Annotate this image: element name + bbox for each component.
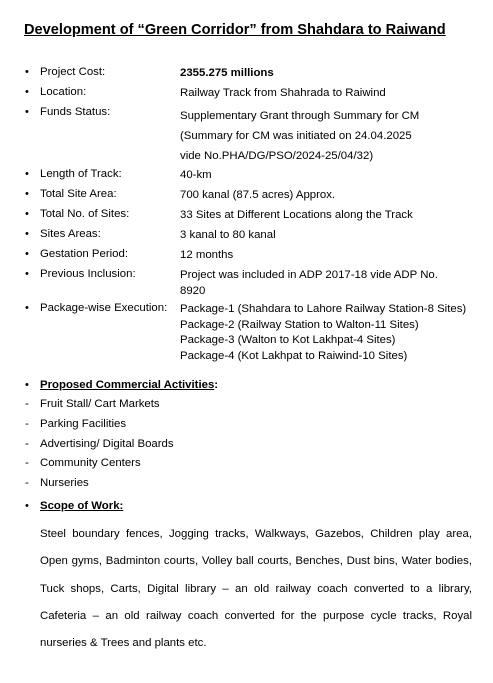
section-heading: [40, 500, 123, 512]
list-item-text: Nurseries: [40, 477, 89, 489]
detail-value: 33 Sites at Different Locations along the Track: [180, 209, 413, 221]
bullet-icon: •: [25, 228, 29, 240]
detail-value: [180, 302, 466, 364]
list-item-text: Community Centers: [40, 457, 141, 469]
dash-marker: -: [25, 438, 29, 450]
detail-label: Previous Inclusion:: [40, 268, 136, 280]
detail-label: Gestation Period:: [40, 248, 129, 260]
detail-label: Sites Areas:: [40, 228, 101, 240]
section-heading-text: Proposed Commercial Activities: [40, 379, 215, 391]
detail-label: Total No. of Sites:: [40, 208, 130, 220]
bullet-icon: •: [25, 248, 29, 260]
detail-value: [180, 268, 438, 299]
list-item-text: Fruit Stall/ Cart Markets: [40, 398, 160, 410]
heading-colon: :: [214, 379, 219, 391]
bullet-icon: •: [25, 168, 29, 180]
detail-value: 700 kanal (87.5 acres) Approx.: [180, 189, 336, 201]
bullet-icon: •: [25, 86, 29, 98]
bullet-icon: •: [25, 500, 29, 512]
detail-label: Total Site Area:: [40, 188, 117, 200]
detail-value-line: Project was included in ADP 2017-18 vide ADP No.: [180, 269, 438, 281]
detail-value-line: Package-2 (Railway Station to Walton-11 Sites): [180, 318, 419, 331]
detail-value-line: vide No.PHA/DG/PSO/2024-25/04/32): [180, 150, 374, 162]
list-item-text: Advertising/ Digital Boards: [40, 438, 174, 450]
dash-marker: -: [25, 457, 29, 469]
detail-value: 2355.275 millions: [180, 67, 274, 79]
dash-marker: -: [25, 398, 29, 410]
detail-label: Location:: [40, 86, 87, 98]
bullet-icon: •: [25, 188, 29, 200]
bullet-icon: •: [25, 268, 29, 280]
detail-label: Funds Status:: [40, 106, 111, 118]
detail-label: Length of Track:: [40, 168, 122, 180]
detail-value-line: Package-1 (Shahdara to Lahore Railway Station-8 Sites): [180, 303, 467, 315]
detail-value-line: Supplementary Grant through Summary for CM: [180, 110, 420, 122]
bullet-icon: •: [25, 302, 29, 314]
detail-label: Package-wise Execution:: [40, 302, 168, 314]
detail-value: [180, 106, 419, 166]
bullet-icon: •: [25, 379, 29, 391]
section-heading: [40, 379, 218, 391]
bullet-icon: •: [25, 66, 29, 78]
bullet-icon: •: [25, 208, 29, 220]
list-item-text: Parking Facilities: [40, 418, 127, 430]
detail-value: Railway Track from Shahrada to Raiwind: [180, 87, 386, 99]
detail-value-line: Package-4 (Kot Lakhpat to Raiwind-10 Sites): [180, 349, 408, 362]
detail-value-line: (Summary for CM was initiated on 24.04.2025: [180, 130, 412, 142]
detail-value: 3 kanal to 80 kanal: [180, 229, 276, 241]
detail-value-line: 8920: [180, 284, 206, 297]
dash-marker: -: [25, 418, 29, 430]
dash-marker: -: [25, 477, 29, 489]
page-title: Development of “Green Corridor” from Shahdara to Raiwand: [24, 22, 446, 38]
scope-paragraph: Steel boundary fences, Jogging tracks, Walkways, Gazebos, Children play area, Open gyms, Badminton courts, Volley ball courts, Benches, Dust bins, Water bodies, Tuck shops, Carts, Digital library – an old railway coach converted to a library, Cafeteria – an old railway coach converted for the purpose cycle tracks, Royal nurseries & Trees and plants etc.: [40, 528, 472, 650]
detail-value: 40-km: [180, 169, 212, 181]
detail-value-line: Package-3 (Walton to Kot Lakhpat-4 Sites): [180, 334, 396, 346]
detail-label: Project Cost:: [40, 66, 106, 78]
bullet-icon: •: [25, 106, 29, 118]
section-heading-text: Scope of Work:: [40, 500, 124, 512]
detail-value: 12 months: [180, 249, 234, 261]
